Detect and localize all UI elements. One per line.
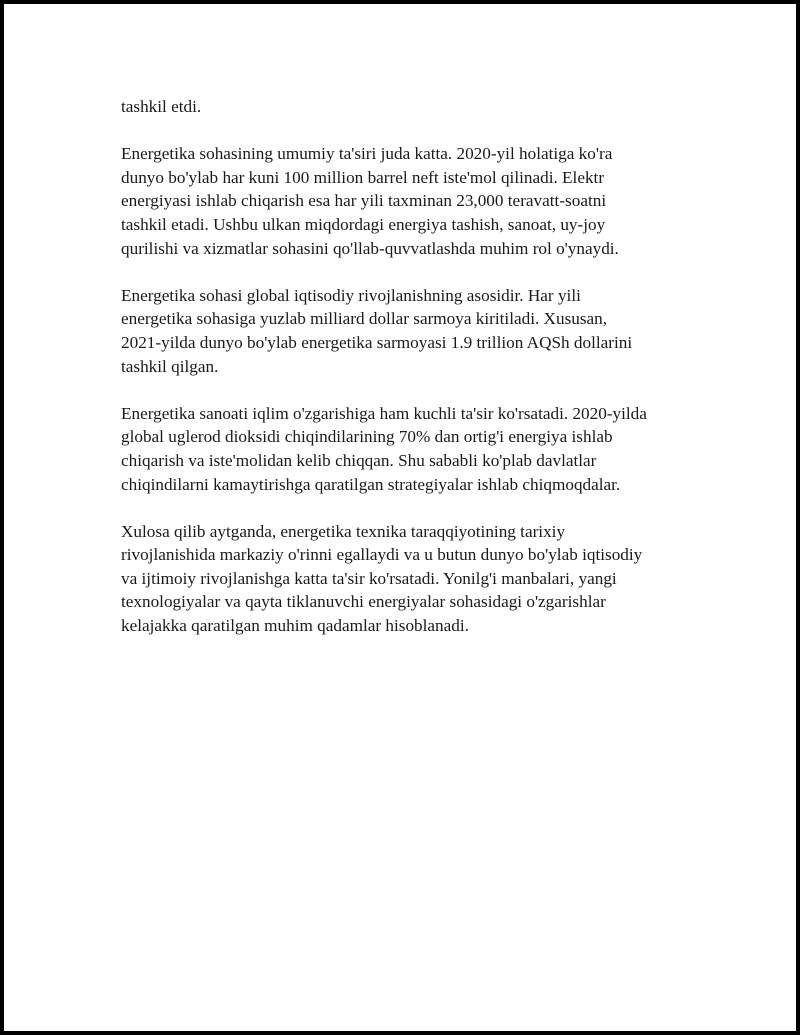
text-line: kelajakka qaratilgan muhim qadamlar hisoblanadi. (121, 616, 469, 636)
text-line: tashkil etadi. Ushbu ulkan miqdordagi energiya tashish, sanoat, uy-joy (121, 214, 606, 234)
text-line: rivojlanishida markaziy o'rinni egallaydi va u butun dunyo bo'ylab iqtisodiy (121, 545, 643, 565)
text-line: Xulosa qilib aytganda, energetika texnika taraqqiyotining tarixiy (121, 521, 566, 541)
text-line: energetika sohasiga yuzlab milliard dollar sarmoya kiritiladi. Xususan, (121, 309, 608, 329)
text-line: texnologiyalar va qayta tiklanuvchi energiyalar sohasidagi o'zgarishlar (121, 592, 606, 612)
paragraph-3 (121, 284, 691, 378)
text-line: global uglerod dioksidi chiqindilarining 70% dan ortig'i energiya ishlab (121, 427, 613, 447)
text-line: qurilishi va xizmatlar sohasini qo'llab-quvvatlashda muhim rol o'ynaydi. (121, 238, 619, 258)
text-line: chiqarish va iste'molidan kelib chiqqan. Shu sababli ko'plab davlatlar (121, 450, 597, 470)
text-line: tashkil etdi. (121, 97, 202, 116)
text-line: tashkil qilgan. (121, 356, 219, 376)
text-line: chiqindilarni kamaytirishga qaratilgan strategiyalar ishlab chiqmoqdalar. (121, 474, 621, 494)
paragraph-4 (121, 402, 691, 496)
text-line: Energetika sohasining umumiy ta'siri juda katta. 2020-yil holatiga ko'ra (121, 144, 613, 164)
text-line: energiyasi ishlab chiqarish esa har yili taxminan 23,000 teravatt-soatni (121, 191, 607, 211)
paragraph-5 (121, 520, 691, 638)
text-line: 2021-yilda dunyo bo'ylab energetika sarmoyasi 1.9 trillion AQSh dollarini (121, 332, 633, 352)
document-body (121, 95, 691, 661)
text-line: Energetika sohasi global iqtisodiy rivojlanishning asosidir. Har yili (121, 285, 581, 305)
paragraph-2 (121, 142, 691, 260)
text-line: va ijtimoiy rivojlanishga katta ta'sir ko'rsatadi. Yonilg'i manbalari, yangi (121, 568, 617, 588)
text-line: Energetika sanoati iqlim o'zgarishiga ham kuchli ta'sir ko'rsatadi. 2020-yilda (121, 403, 647, 423)
text-line: dunyo bo'ylab har kuni 100 million barrel neft iste'mol qilinadi. Elektr (121, 167, 605, 187)
paragraph-1 (121, 95, 691, 119)
